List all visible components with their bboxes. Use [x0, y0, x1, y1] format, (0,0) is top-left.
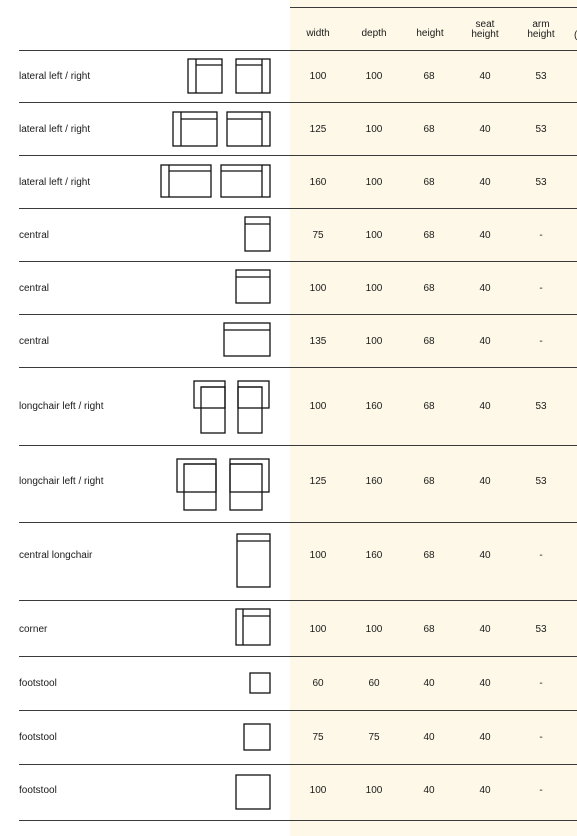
table-row: [0, 50, 577, 102]
width-value: 100: [309, 283, 327, 294]
width-value: 60: [312, 678, 324, 689]
arm-height-value: -: [539, 550, 543, 561]
depth-value: 100: [365, 336, 383, 347]
arm-height-value: 53: [535, 476, 547, 487]
height-value: 40: [423, 785, 435, 796]
depth-value: 100: [365, 283, 383, 294]
central-longchair-icon: [0, 522, 577, 600]
seat-height-value: 40: [479, 336, 491, 347]
seat-height-value: 40: [479, 550, 491, 561]
arm-height-value: 53: [535, 124, 547, 135]
width-value: 100: [309, 401, 327, 412]
header-top-rule: [290, 7, 577, 8]
row-name: lateral left / right: [19, 177, 91, 188]
arm-height-value: -: [539, 230, 543, 241]
depth-value: 75: [368, 732, 380, 743]
height-value: 40: [423, 732, 435, 743]
header-seat-height: [457, 20, 513, 40]
width-value: 125: [309, 476, 327, 487]
table-row: [0, 261, 577, 314]
height-value: 40: [423, 678, 435, 689]
width-value: 75: [312, 732, 324, 743]
seat-height-value: 40: [479, 283, 491, 294]
table-row: [0, 314, 577, 367]
arm-height-value: 53: [535, 71, 547, 82]
row-name: longchair left / right: [19, 476, 104, 487]
table-row: [0, 445, 577, 522]
arm-height-value: -: [539, 785, 543, 796]
depth-value: 100: [365, 785, 383, 796]
header-depth: depth: [361, 28, 387, 39]
table-row: [0, 522, 577, 600]
arm-height-value: 53: [535, 624, 547, 635]
arm-height-value: 53: [535, 177, 547, 188]
header-arm-line2: height: [527, 29, 555, 40]
width-value: 135: [309, 336, 327, 347]
row-name: central: [19, 230, 50, 241]
row-name: central longchair: [19, 550, 93, 561]
width-value: 100: [309, 71, 327, 82]
width-value: 160: [309, 177, 327, 188]
table-rule: [19, 820, 577, 821]
table-row: [0, 764, 577, 820]
seat-height-value: 40: [479, 785, 491, 796]
table-row: [0, 710, 577, 764]
header-arm-line1: arm: [532, 19, 550, 30]
seat-height-value: 40: [479, 476, 491, 487]
table-row: [0, 600, 577, 656]
depth-value: 160: [365, 476, 383, 487]
depth-value: 100: [365, 230, 383, 241]
row-name: lateral left / right: [19, 71, 91, 82]
depth-value: 160: [365, 401, 383, 412]
header-arm-height: [513, 20, 569, 40]
row-name: footstool: [19, 785, 57, 796]
table-row: [0, 155, 577, 208]
height-value: 68: [423, 283, 435, 294]
seat-height-value: 40: [479, 177, 491, 188]
depth-value: 100: [365, 124, 383, 135]
height-value: 68: [423, 624, 435, 635]
row-name: footstool: [19, 678, 57, 689]
depth-value: 100: [365, 71, 383, 82]
table-row: [0, 208, 577, 261]
table-row: [0, 367, 577, 445]
width-value: 100: [309, 785, 327, 796]
table-row: [0, 656, 577, 710]
arm-height-value: -: [539, 732, 543, 743]
seat-height-value: 40: [479, 732, 491, 743]
seat-height-value: 40: [479, 624, 491, 635]
row-name: longchair left / right: [19, 401, 104, 412]
height-value: 68: [423, 336, 435, 347]
row-name: central: [19, 336, 50, 347]
height-value: 68: [423, 401, 435, 412]
height-value: 68: [423, 177, 435, 188]
height-value: 68: [423, 71, 435, 82]
header-seat-line1: seat: [475, 19, 495, 30]
seat-height-value: 40: [479, 401, 491, 412]
depth-value: 160: [365, 550, 383, 561]
height-value: 68: [423, 550, 435, 561]
row-name: corner: [19, 624, 48, 635]
depth-value: 100: [365, 624, 383, 635]
row-name: central: [19, 283, 50, 294]
seat-height-value: 40: [479, 230, 491, 241]
header-height: height: [416, 28, 444, 39]
depth-value: 100: [365, 177, 383, 188]
width-value: 100: [309, 624, 327, 635]
header-width: width: [306, 28, 330, 39]
width-value: 125: [309, 124, 327, 135]
arm-height-value: -: [539, 336, 543, 347]
width-value: 75: [312, 230, 324, 241]
seat-height-value: 40: [479, 71, 491, 82]
height-value: 68: [423, 124, 435, 135]
depth-value: 60: [368, 678, 380, 689]
table-row: [0, 102, 577, 155]
arm-height-value: 53: [535, 401, 547, 412]
height-value: 68: [423, 476, 435, 487]
arm-height-value: -: [539, 283, 543, 294]
seat-height-value: 40: [479, 678, 491, 689]
header-seat-line2: height: [471, 29, 499, 40]
row-name: footstool: [19, 732, 57, 743]
seat-height-value: 40: [479, 124, 491, 135]
height-value: 68: [423, 230, 435, 241]
width-value: 100: [309, 550, 327, 561]
arm-height-value: -: [539, 678, 543, 689]
row-name: lateral left / right: [19, 124, 91, 135]
